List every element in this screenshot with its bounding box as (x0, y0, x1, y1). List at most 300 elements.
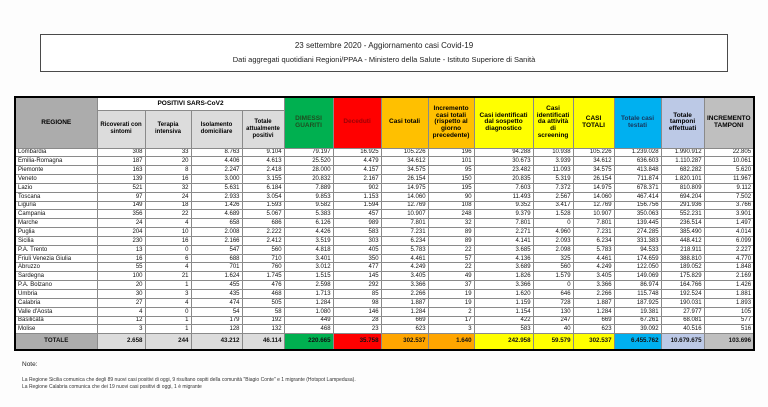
value-cell: 1.887 (381, 298, 428, 307)
totale-cell: 242.958 (474, 334, 533, 350)
value-cell: 32 (145, 183, 191, 192)
table-footer (15, 334, 754, 350)
value-cell: 385.490 (661, 228, 704, 237)
value-cell: 291.936 (661, 201, 704, 210)
value-cell: 435 (191, 290, 242, 299)
value-cell: 5.620 (704, 166, 754, 175)
value-cell: 7.502 (704, 192, 754, 201)
col-header-screening: Casi identificati da attività di screening (533, 97, 573, 148)
value-cell: 3.685 (474, 245, 533, 254)
value-cell: 8.763 (191, 148, 242, 157)
table-row (15, 175, 754, 184)
value-cell: 27 (97, 298, 145, 307)
value-cell: 17 (428, 316, 474, 325)
region-name-cell: Lazio (15, 183, 97, 192)
value-cell: 0 (533, 281, 573, 290)
region-name-cell: Abruzzo (15, 263, 97, 272)
table-row (15, 166, 754, 175)
col-header-casi-totali: Casi totali (381, 97, 428, 148)
value-cell: 1 (145, 281, 191, 290)
value-cell: 3.766 (704, 201, 754, 210)
value-cell: 1.745 (242, 272, 284, 281)
col-header-ricoverati: Ricoverati con sintomi (97, 110, 145, 148)
value-cell: 3.405 (381, 272, 428, 281)
value-cell: 94.288 (474, 148, 533, 157)
value-cell: 26.154 (573, 175, 614, 184)
value-cell: 350.063 (614, 210, 661, 219)
report-date-title: 23 settembre 2020 - Aggiornamento casi Covid-19 (294, 41, 474, 50)
value-cell: 10 (145, 228, 191, 237)
value-cell: 4.406 (191, 157, 242, 166)
value-cell: 3.417 (533, 201, 573, 210)
value-cell: 108 (428, 201, 474, 210)
value-cell: 132 (242, 325, 284, 334)
value-cell: 9.379 (474, 210, 533, 219)
table-row (15, 263, 754, 272)
value-cell: 218.911 (661, 245, 704, 254)
value-cell: 1.284 (284, 298, 333, 307)
region-name-cell: Toscana (15, 192, 97, 201)
value-cell: 350 (333, 254, 381, 263)
value-cell: 468 (284, 325, 333, 334)
region-name-cell: Umbria (15, 290, 97, 299)
value-cell: 1.713 (284, 290, 333, 299)
value-cell: 1.990.912 (661, 148, 704, 157)
value-cell: 248 (428, 210, 474, 219)
value-cell: 49 (428, 272, 474, 281)
region-name-cell: Piemonte (15, 166, 97, 175)
totale-cell: 302.537 (381, 334, 428, 350)
value-cell: 192.524 (661, 290, 704, 299)
value-cell: 4 (145, 298, 191, 307)
region-name-cell: Valle d'Aosta (15, 307, 97, 316)
value-cell: 4.960 (533, 228, 573, 237)
value-cell: 623 (381, 325, 428, 334)
value-cell: 24 (97, 219, 145, 228)
value-cell: 2.169 (704, 272, 754, 281)
value-cell: 4.136 (474, 254, 533, 263)
value-cell: 6.099 (704, 236, 754, 245)
region-name-cell: Campania (15, 210, 97, 219)
value-cell: 34.612 (573, 157, 614, 166)
value-cell: 728 (533, 298, 573, 307)
totale-cell: 35.758 (333, 334, 381, 350)
value-cell: 10.061 (704, 157, 754, 166)
col-header-regione: REGIONE (15, 97, 97, 148)
value-cell: 22 (428, 263, 474, 272)
value-cell: 1.848 (704, 263, 754, 272)
value-cell: 89 (428, 228, 474, 237)
region-name-cell: Liguria (15, 201, 97, 210)
value-cell: 623 (573, 325, 614, 334)
value-cell: 292 (333, 281, 381, 290)
value-cell: 12.769 (573, 201, 614, 210)
value-cell: 14.975 (573, 183, 614, 192)
value-cell: 16 (145, 175, 191, 184)
value-cell: 11.493 (474, 192, 533, 201)
value-cell: 23.482 (474, 166, 533, 175)
value-cell: 2.598 (284, 281, 333, 290)
value-cell: 190.031 (661, 298, 704, 307)
value-cell: 30.673 (474, 157, 533, 166)
notes-title: Note: (22, 361, 38, 368)
value-cell: 34.575 (381, 166, 428, 175)
value-cell: 34.612 (381, 157, 428, 166)
value-cell: 1.620 (474, 290, 533, 299)
value-cell: 449 (284, 316, 333, 325)
value-cell: 669 (573, 316, 614, 325)
value-cell: 58 (242, 307, 284, 316)
value-cell: 2 (428, 307, 474, 316)
value-cell: 711.874 (614, 175, 661, 184)
value-cell: 4.613 (242, 157, 284, 166)
table-row (15, 307, 754, 316)
value-cell: 0 (145, 307, 191, 316)
value-cell: 9.112 (704, 183, 754, 192)
value-cell: 16.925 (333, 148, 381, 157)
value-cell: 40.516 (661, 325, 704, 334)
region-name-cell: Calabria (15, 298, 97, 307)
col-header-isolamento: Isolamento domiciliare (191, 110, 242, 148)
totale-row (15, 334, 754, 350)
table-row (15, 290, 754, 299)
value-cell: 448.412 (661, 236, 704, 245)
value-cell: 19.381 (614, 307, 661, 316)
table-row (15, 210, 754, 219)
region-name-cell: P.A. Bolzano (15, 281, 97, 290)
value-cell: 7.372 (533, 183, 573, 192)
table-row (15, 201, 754, 210)
region-name-cell: Lombardia (15, 148, 97, 157)
value-cell: 1.528 (533, 210, 573, 219)
value-cell: 7.603 (474, 183, 533, 192)
value-cell: 521 (97, 183, 145, 192)
value-cell: 2.271 (474, 228, 533, 237)
table-header (15, 97, 754, 148)
value-cell: 2.412 (242, 236, 284, 245)
value-cell: 3.366 (381, 281, 428, 290)
value-cell: 2.098 (533, 245, 573, 254)
table-row (15, 228, 754, 237)
value-cell: 30 (97, 290, 145, 299)
value-cell: 105 (704, 307, 754, 316)
value-cell: 6 (145, 254, 191, 263)
value-cell: 7.231 (381, 228, 428, 237)
value-cell: 686 (242, 219, 284, 228)
table-row (15, 183, 754, 192)
value-cell: 547 (191, 245, 242, 254)
value-cell: 1.893 (704, 298, 754, 307)
value-cell: 100 (97, 272, 145, 281)
value-cell: 230 (97, 236, 145, 245)
value-cell: 303 (333, 236, 381, 245)
value-cell: 9.853 (284, 192, 333, 201)
value-cell: 33 (145, 148, 191, 157)
value-cell: 5.783 (573, 245, 614, 254)
region-name-cell: Puglia (15, 228, 97, 237)
region-name-cell: P.A. Trento (15, 245, 97, 254)
value-cell: 3.366 (573, 281, 614, 290)
col-header-incremento-casi: Incremento casi totali (rispetto al giorno precedente) (428, 97, 474, 148)
value-cell: 1.154 (474, 307, 533, 316)
value-cell: 68.081 (661, 316, 704, 325)
value-cell: 3.401 (284, 254, 333, 263)
value-cell: 115.748 (614, 290, 661, 299)
value-cell: 4.479 (333, 157, 381, 166)
value-cell: 1.284 (381, 307, 428, 316)
table-row (15, 325, 754, 334)
value-cell: 14.060 (381, 192, 428, 201)
note-line-sicilia: La Regione Sicilia comunica che degli 89 nuovi casi positivi di oggi, 9 risultano ospiti della comunità "Biagio Conte" e 1 migrante (Hotspot Lampedusa). (22, 377, 356, 383)
value-cell: 388.810 (661, 254, 704, 263)
value-cell: 97 (97, 192, 145, 201)
value-cell: 89 (428, 236, 474, 245)
value-cell: 636.603 (614, 157, 661, 166)
table-row (15, 236, 754, 245)
value-cell: 3.054 (242, 192, 284, 201)
table-row (15, 219, 754, 228)
value-cell: 14.060 (573, 192, 614, 201)
value-cell: 7.801 (474, 219, 533, 228)
value-cell: 476 (242, 281, 284, 290)
value-cell: 3.901 (704, 210, 754, 219)
table-row (15, 272, 754, 281)
value-cell: 12 (97, 316, 145, 325)
value-cell: 1.594 (333, 201, 381, 210)
value-cell: 196 (428, 148, 474, 157)
region-name-cell: Marche (15, 219, 97, 228)
value-cell: 9.104 (242, 148, 284, 157)
value-cell: 156.756 (614, 201, 661, 210)
value-cell: 1.624 (191, 272, 242, 281)
covid-data-table (14, 96, 755, 351)
value-cell: 3.012 (284, 263, 333, 272)
value-cell: 760 (242, 263, 284, 272)
value-cell: 308 (97, 148, 145, 157)
value-cell: 505 (242, 298, 284, 307)
value-cell: 139.445 (614, 219, 661, 228)
table-row (15, 298, 754, 307)
col-header-casi-testati: Totale casi testati (614, 97, 661, 148)
value-cell: 552.231 (661, 210, 704, 219)
value-cell: 1.826 (474, 272, 533, 281)
totale-cell: 59.579 (533, 334, 573, 350)
value-cell: 79.197 (284, 148, 333, 157)
value-cell: 646 (533, 290, 573, 299)
value-cell: 1.239.028 (614, 148, 661, 157)
value-cell: 516 (704, 325, 754, 334)
value-cell: 94.533 (614, 245, 661, 254)
value-cell: 28 (333, 316, 381, 325)
col-header-terapia-intensiva: Terapia intensiva (145, 110, 191, 148)
value-cell: 455 (191, 281, 242, 290)
col-header-positivi-group: POSITIVI SARS-CoV2 (97, 97, 284, 110)
value-cell: 187.925 (614, 298, 661, 307)
value-cell: 101 (428, 157, 474, 166)
value-cell: 1.080 (284, 307, 333, 316)
region-name-cell: Friuli Venezia Giulia (15, 254, 97, 263)
col-header-deceduti: Deceduti (333, 97, 381, 148)
totale-cell: 244 (145, 334, 191, 350)
value-cell: 468 (242, 290, 284, 299)
value-cell: 3.405 (573, 272, 614, 281)
value-cell: 4 (145, 219, 191, 228)
value-cell: 122.050 (614, 263, 661, 272)
value-cell: 902 (333, 183, 381, 192)
value-cell: 3.366 (474, 281, 533, 290)
value-cell: 149.069 (614, 272, 661, 281)
value-cell: 1.515 (284, 272, 333, 281)
value-cell: 25.520 (284, 157, 333, 166)
value-cell: 3.689 (474, 263, 533, 272)
table-body (15, 148, 754, 334)
value-cell: 4.014 (704, 228, 754, 237)
totale-cell: 43.212 (191, 334, 242, 350)
col-header-totale-positivi: Totale attualmente positivi (242, 110, 284, 148)
value-cell: 37 (428, 281, 474, 290)
totale-cell: 46.114 (242, 334, 284, 350)
value-cell: 4.249 (573, 263, 614, 272)
value-cell: 0 (533, 219, 573, 228)
value-cell: 2.093 (533, 236, 573, 245)
value-cell: 694.204 (661, 192, 704, 201)
value-cell: 1 (145, 325, 191, 334)
col-header-dimessi-guariti: DIMESSI GUARITI (284, 97, 333, 148)
value-cell: 1.284 (573, 307, 614, 316)
value-cell: 54 (191, 307, 242, 316)
value-cell: 187 (97, 157, 145, 166)
value-cell: 39.092 (614, 325, 661, 334)
value-cell: 2.933 (191, 192, 242, 201)
value-cell: 236.514 (661, 219, 704, 228)
region-name-cell: Molise (15, 325, 97, 334)
value-cell: 4.461 (381, 254, 428, 263)
value-cell: 128 (191, 325, 242, 334)
note-line-calabria: La Regione Calabria comunica che dei 19 nuovi casi positivi di oggi, 1 è migrante (22, 384, 202, 390)
report-subtitle: Dati aggregati quotidiani Regioni/PPAA - Ministero della Salute - Istituto Superiore di Sanità (232, 55, 536, 64)
value-cell: 560 (533, 263, 573, 272)
value-cell: 989 (333, 219, 381, 228)
value-cell: 1.110.287 (661, 157, 704, 166)
totale-cell: 6.455.762 (614, 334, 661, 350)
value-cell: 19 (428, 290, 474, 299)
value-cell: 4.461 (573, 254, 614, 263)
value-cell: 86.974 (614, 281, 661, 290)
region-name-cell: Basilicata (15, 316, 97, 325)
col-header-sospetto-diagnostico: Casi identificati dal sospetto diagnostico (474, 97, 533, 148)
value-cell: 7.801 (381, 219, 428, 228)
value-cell: 192 (242, 316, 284, 325)
value-cell: 163 (97, 166, 145, 175)
value-cell: 4.689 (191, 210, 242, 219)
value-cell: 20 (145, 157, 191, 166)
value-cell: 6.184 (242, 183, 284, 192)
totale-cell: 1.640 (428, 334, 474, 350)
table-row (15, 254, 754, 263)
value-cell: 7.231 (573, 228, 614, 237)
value-cell: 4.770 (704, 254, 754, 263)
value-cell: 4 (145, 263, 191, 272)
value-cell: 422 (474, 316, 533, 325)
value-cell: 658 (191, 219, 242, 228)
value-cell: 3.000 (191, 175, 242, 184)
value-cell: 1.820.101 (661, 175, 704, 184)
value-cell: 1.497 (704, 219, 754, 228)
value-cell: 4.141 (474, 236, 533, 245)
value-cell: 6.234 (573, 236, 614, 245)
table-row (15, 316, 754, 325)
value-cell: 3 (97, 325, 145, 334)
value-cell: 90 (428, 192, 474, 201)
value-cell: 678.371 (614, 183, 661, 192)
value-cell: 105.226 (573, 148, 614, 157)
value-cell: 3 (145, 290, 191, 299)
value-cell: 2.266 (381, 290, 428, 299)
value-cell: 8 (145, 166, 191, 175)
value-cell: 577 (704, 316, 754, 325)
value-cell: 810.809 (661, 183, 704, 192)
totale-cell: 103.696 (704, 334, 754, 350)
value-cell: 1.426 (704, 281, 754, 290)
value-cell: 6.234 (381, 236, 428, 245)
value-cell: 3.939 (533, 157, 573, 166)
value-cell: 5.631 (191, 183, 242, 192)
value-cell: 3.155 (242, 175, 284, 184)
value-cell: 105.226 (381, 148, 428, 157)
value-cell: 669 (381, 316, 428, 325)
value-cell: 149 (97, 201, 145, 210)
value-cell: 413.848 (614, 166, 661, 175)
value-cell: 1.579 (533, 272, 573, 281)
value-cell: 467.414 (614, 192, 661, 201)
value-cell: 2.167 (333, 175, 381, 184)
value-cell: 16 (145, 236, 191, 245)
value-cell: 95 (428, 166, 474, 175)
value-cell: 10.938 (533, 148, 573, 157)
value-cell: 24 (145, 192, 191, 201)
value-cell: 174.659 (614, 254, 661, 263)
value-cell: 2.166 (191, 236, 242, 245)
value-cell: 28.000 (284, 166, 333, 175)
value-cell: 7.801 (573, 219, 614, 228)
value-cell: 1.881 (704, 290, 754, 299)
value-cell: 18 (145, 201, 191, 210)
value-cell: 145 (333, 272, 381, 281)
value-cell: 4.157 (333, 166, 381, 175)
value-cell: 189.052 (661, 263, 704, 272)
value-cell: 14.975 (381, 183, 428, 192)
value-cell: 11.967 (704, 175, 754, 184)
totale-cell: 220.665 (284, 334, 333, 350)
value-cell: 325 (533, 254, 573, 263)
value-cell: 195 (428, 183, 474, 192)
value-cell: 2.222 (242, 228, 284, 237)
table-row (15, 281, 754, 290)
table-row (15, 245, 754, 254)
value-cell: 4.818 (284, 245, 333, 254)
value-cell: 139 (97, 175, 145, 184)
value-cell: 40 (533, 325, 573, 334)
value-cell: 19 (428, 298, 474, 307)
value-cell: 2.418 (242, 166, 284, 175)
value-cell: 11.093 (533, 166, 573, 175)
value-cell: 2.266 (573, 290, 614, 299)
value-cell: 688 (191, 254, 242, 263)
value-cell: 2.567 (533, 192, 573, 201)
value-cell: 22.805 (704, 148, 754, 157)
value-cell: 477 (333, 263, 381, 272)
value-cell: 67.261 (614, 316, 661, 325)
